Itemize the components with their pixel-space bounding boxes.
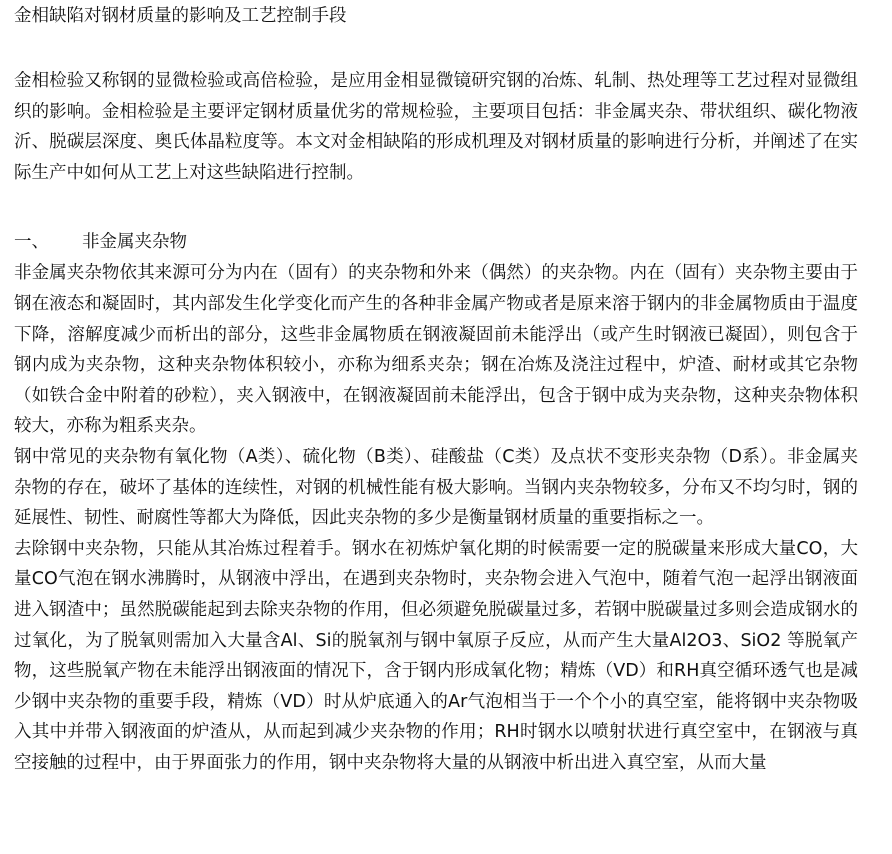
section-number: 一、 (14, 232, 49, 253)
section-paragraph-2: 钢中常见的夹杂物有氧化物（A类）、硫化物（B类）、硅酸盐（C类）及点状不变形夹杂物（D系）。非金属夹杂物的存在，破坏了基体的连续性，对钢的机械性能有极大影响。当钢内夹杂物较多，分布又不均匀时，钢的延展性、韧性、耐腐性等都大为降低，因此夹杂物的多少是衡量钢材质量的重要指标之一。 (14, 446, 858, 529)
section-title: 非金属夹杂物 (82, 232, 187, 253)
document-page (14, 4, 858, 778)
section-paragraph-1: 非金属夹杂物依其来源可分为内在（固有）的夹杂物和外来（偶然）的夹杂物。内在（固有）夹杂物主要由于钢在液态和凝固时，其内部发生化学变化而产生的各种非金属产物或者是原来溶于钢内的非金属物质由于温度下降，溶解度减少而析出的部分，这些非金属物质在钢液凝固前未能浮出（或产生时钢液已凝固），则包含于钢内成为夹杂物，这种夹杂物体积较小，亦称为细系夹杂；钢在冶炼及浇注过程中，炉渣、耐材或其它杂物（如铁合金中附着的砂粒），夹入钢液中，在钢液凝固前未能浮出，包含于钢中成为夹杂物，这种夹杂物体积较大，亦称为粗系夹杂。 (14, 263, 858, 437)
section-paragraph-3: 去除钢中夹杂物，只能从其冶炼过程着手。钢水在初炼炉氧化期的时候需要一定的脱碳量来形成大量CO，大量CO气泡在钢水沸腾时，从钢液中浮出，在遇到夹杂物时，夹杂物会进入气泡中，随着气泡一起浮出钢液面进入钢渣中；虽然脱碳能起到去除夹杂物的作用，但必须避免脱碳量过多，若钢中脱碳量过多则会造成钢水的过氧化，为了脱氧则需加入大量含Al、Si的脱氧剂与钢中氧原子反应，从而产生大量Al2O3、SiO2 等脱氧产物，这些脱氧产物在未能浮出钢液面的情况下，含于钢内形成氧化物；精炼（VD）和RH真空循环透气也是减少钢中夹杂物的重要手段，精炼（VD）时从炉底通入的Ar气泡相当于一个个小的真空室，能将钢中夹杂物吸入其中并带入钢液面的炉渣从，从而起到减少夹杂物的作用；RH时钢水以喷射状进行真空室中，在钢液与真空接触的过程中，由于界面张力的作用，钢中夹杂物将大量的从钢液中析出进入真空室，从而大量 (14, 538, 858, 773)
document-title: 金相缺陷对钢材质量的影响及工艺控制手段 (14, 6, 347, 26)
intro-paragraph: 金相检验又称钢的显微检验或高倍检验，是应用金相显微镜研究钢的冶炼、轧制、热处理等工艺过程对显微组织的影响。金相检验是主要评定钢材质量优劣的常规检验，主要项目包括：非金属夹杂、带状组织、碳化物液沂、脱碳层深度、奥氏体晶粒度等。本文对金相缺陷的形成机理及对钢材质量的影响进行分析，并阐述了在实际生产中如何从工艺上对这些缺陷进行控制。 (14, 71, 858, 183)
section-heading (14, 230, 858, 254)
